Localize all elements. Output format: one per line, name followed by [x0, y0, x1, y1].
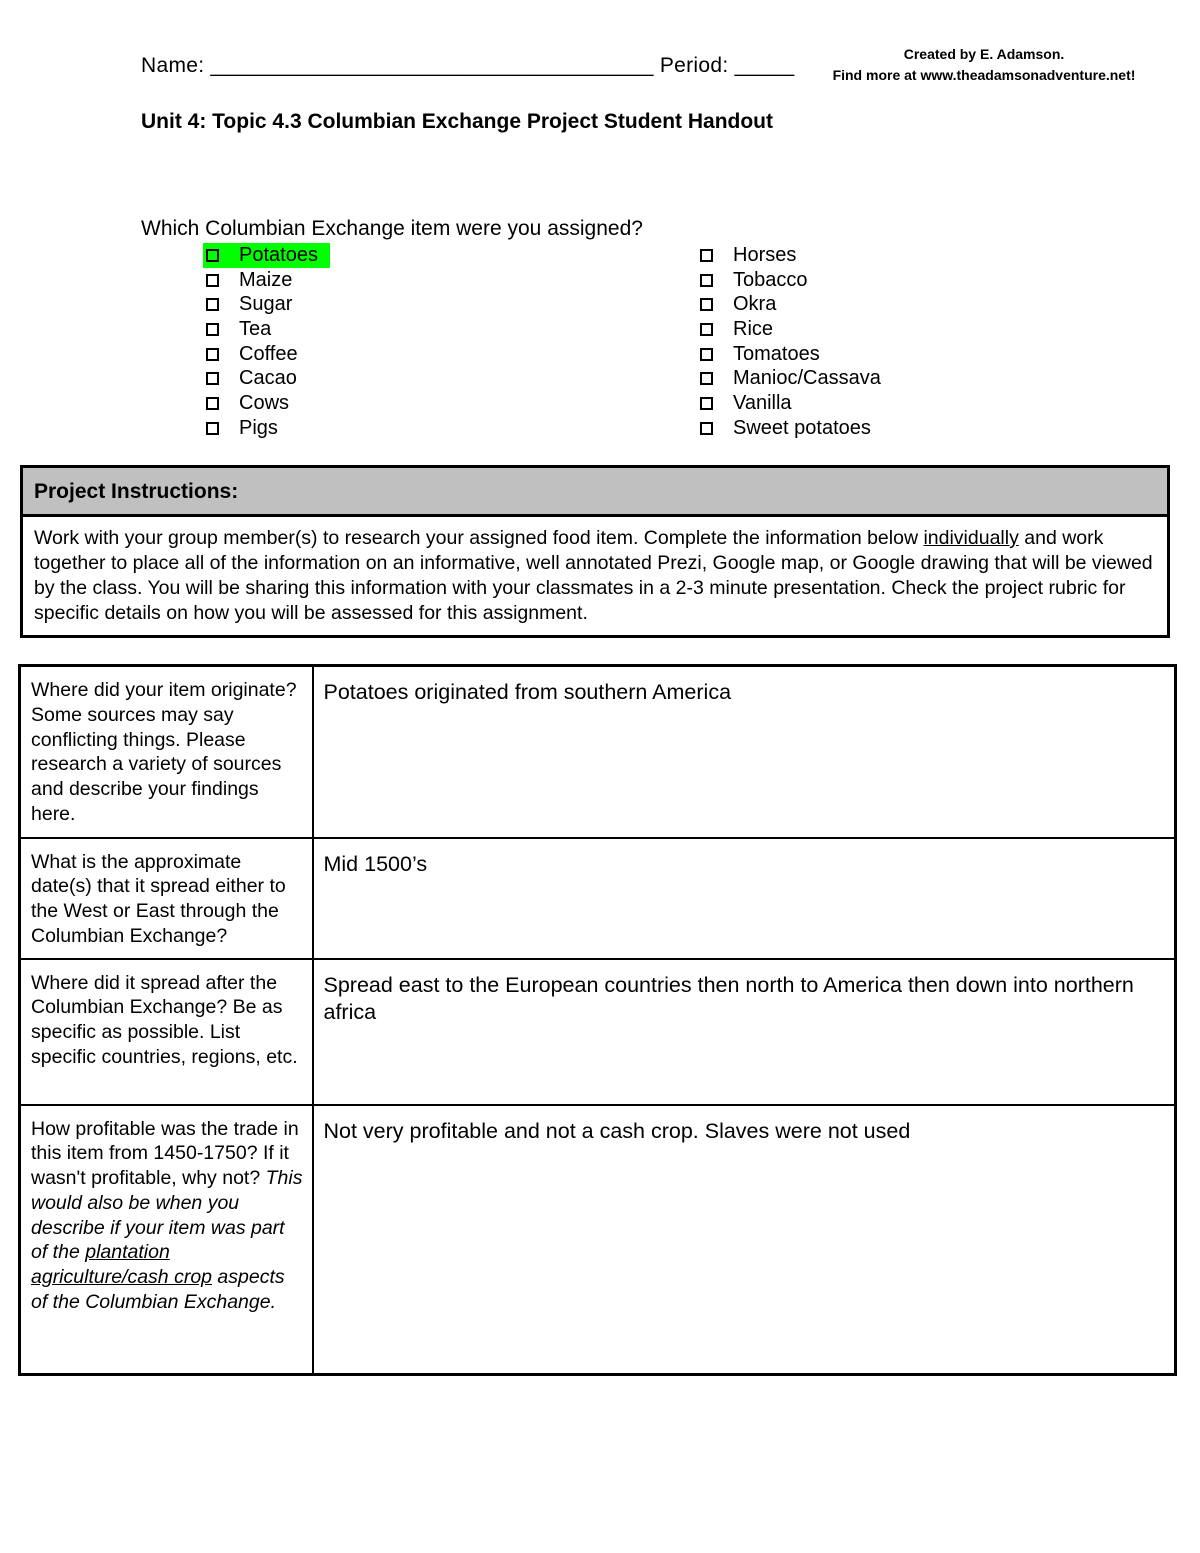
checkbox[interactable] [206, 372, 219, 385]
table-row [20, 838, 1176, 959]
checklist-item[interactable] [203, 292, 330, 317]
checkbox[interactable] [206, 249, 219, 262]
checklist-item[interactable] [203, 391, 330, 416]
checklist-item[interactable] [697, 391, 887, 416]
checkbox[interactable] [206, 397, 219, 410]
answer-cell[interactable]: Potatoes originated from southern America [313, 666, 1176, 838]
checklist-item[interactable] [203, 317, 330, 342]
question-cell: Where did it spread after the Columbian Exchange? Be as specific as possible. List specific countries, regions, etc. [20, 959, 313, 1105]
name-period-line: Name: _____________________________________ Period: _____ [141, 54, 795, 77]
answer-cell[interactable]: Spread east to the European countries then north to America then down into northern africa [313, 959, 1176, 1105]
checklist-item-label: Tomatoes [733, 342, 820, 365]
item-checklist-left [203, 243, 330, 441]
checklist-item[interactable] [203, 268, 330, 293]
instructions-text-start: Work with your group member(s) to research your assigned food item. Complete the information below [34, 527, 924, 549]
question-note-emphasis: plantation agriculture/cash crop [31, 1241, 213, 1289]
research-table [18, 664, 1177, 1376]
checkbox[interactable] [700, 422, 713, 435]
checkbox[interactable] [700, 323, 713, 336]
checkbox[interactable] [206, 348, 219, 361]
checklist-item[interactable] [697, 243, 887, 268]
instructions-emphasis: individually [923, 527, 1019, 549]
checklist-item-label: Potatoes [239, 244, 318, 266]
answer-cell[interactable]: Not very profitable and not a cash crop. Slaves were not used [313, 1105, 1176, 1375]
checkbox[interactable] [206, 422, 219, 435]
checklist-item[interactable] [697, 268, 887, 293]
checklist-item[interactable] [203, 243, 330, 268]
answer-cell[interactable]: Mid 1500’s [313, 838, 1176, 959]
checklist-item[interactable] [697, 342, 887, 367]
checkbox[interactable] [700, 298, 713, 311]
instructions-body [23, 517, 1167, 626]
checklist-item-label: Cows [239, 392, 290, 415]
checklist-item-label: Maize [239, 268, 293, 291]
checklist-item-label: Sweet potatoes [733, 416, 871, 439]
checklist-item[interactable] [203, 342, 330, 367]
checklist-item[interactable] [203, 366, 330, 391]
checklist-item-label: Tobacco [733, 268, 808, 291]
instructions-text-end: and work together to place all of the information on an informative, well annotated Prezi, Google map, or Google drawing that will be viewed by the class. You will be sharing this information with your classmates in a 2-3 minute presentation. Check the project rubric for specific details on how you will be assessed for this assignment. [34, 527, 1153, 624]
credit-author: Created by E. Adamson. [903, 46, 1065, 62]
question-cell: What is the approximate date(s) that it spread either to the West or East through the Columbian Exchange? [20, 838, 313, 959]
checkbox[interactable] [700, 372, 713, 385]
checkbox[interactable] [700, 348, 713, 361]
checkbox[interactable] [700, 397, 713, 410]
table-row [20, 1105, 1176, 1375]
checkbox[interactable] [700, 249, 713, 262]
checklist-item-label: Horses [733, 244, 797, 266]
question-note-end: aspects of the Columbian Exchange. [31, 1266, 285, 1314]
checkbox[interactable] [700, 274, 713, 287]
checklist-item[interactable] [203, 416, 330, 441]
checkbox[interactable] [206, 274, 219, 287]
question-cell [20, 1105, 313, 1375]
table-row [20, 959, 1176, 1105]
question-text: How profitable was the trade in this item from 1450-1750? If it wasn't profitable, why not? [31, 1117, 299, 1190]
checklist-item[interactable] [697, 366, 887, 391]
credit-website: Find more at www.theadamsonadventure.net! [832, 67, 1136, 83]
table-row [20, 666, 1176, 838]
checklist-item-label: Pigs [239, 416, 278, 439]
checklist-item[interactable] [697, 292, 887, 317]
checklist-item-label: Tea [239, 318, 272, 341]
checklist-item[interactable] [697, 317, 887, 342]
item-checklist-right [697, 243, 887, 441]
assignment-question: Which Columbian Exchange item were you assigned? [141, 217, 643, 240]
checklist-item[interactable] [697, 416, 887, 441]
question-note-start: This would also be when you describe if your item was part of the [31, 1167, 303, 1264]
checklist-item-label: Coffee [239, 342, 298, 365]
page-title: Unit 4: Topic 4.3 Columbian Exchange Project Student Handout [141, 110, 773, 133]
checklist-item-label: Rice [733, 318, 774, 341]
checklist-item-label: Cacao [239, 367, 297, 390]
question-cell: Where did your item originate? Some sources may say conflicting things. Please research a variety of sources and describe your findings here. [20, 666, 313, 838]
checklist-item-label: Sugar [239, 293, 293, 316]
checkbox[interactable] [206, 323, 219, 336]
project-instructions-box [20, 465, 1170, 638]
checklist-item-label: Manioc/Cassava [733, 367, 881, 390]
instructions-heading: Project Instructions: [23, 468, 1167, 517]
checklist-item-label: Vanilla [733, 392, 792, 415]
checkbox[interactable] [206, 298, 219, 311]
checklist-item-label: Okra [733, 293, 777, 316]
author-credit [794, 44, 1174, 86]
